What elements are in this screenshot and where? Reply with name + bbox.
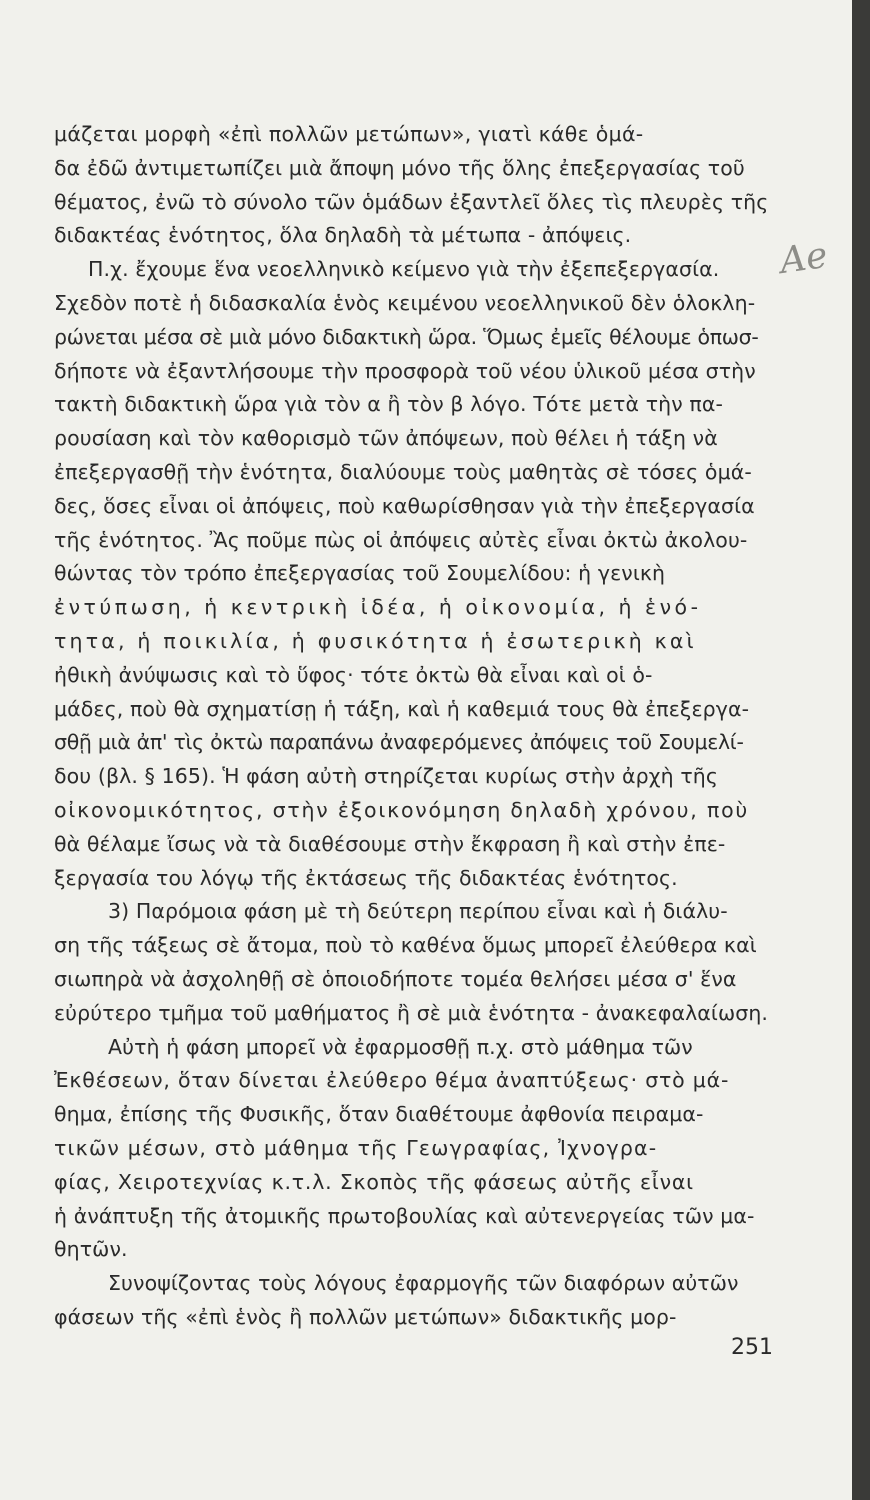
text-line-2: δα ἐδῶ ἀντιμετωπίζει μιὰ ἄποψη μόνο τῆς ὅλης ἐπεξεργασίας τοῦ [54, 155, 745, 180]
text-line-31: τικῶν μέσων, στὸ μάθημα τῆς Γεωγραφίας, Ἰχνογρα- [54, 1135, 658, 1160]
page-number: 251 [731, 1335, 773, 1360]
text-line-19: σθῇ μιὰ ἀπ' τὶς ὀκτὼ παραπάνω ἀναφερόμενες ἀπόψεις τοῦ Σουμελί- [54, 730, 744, 755]
text-line-15: ἐντύπωση, ἡ κεντρικὴ ἰδέα, ἡ οἰκονομία, ἡ ἑνό- [54, 595, 702, 620]
handwritten-margin-note: Ae [777, 234, 830, 283]
text-line-21: οἰκονομικότητος, στὴν ἐξοικονόμηση δηλαδὴ χρόνου, ποὺ [54, 797, 750, 822]
text-line-34: θητῶν. [54, 1237, 128, 1262]
text-line-26: σιωπηρὰ νὰ ἀσχοληθῇ σὲ ὁποιοδήποτε τομέα θελήσει μέσα σ' ἕνα [54, 966, 737, 991]
text-line-11: ἐπεξεργασθῇ τὴν ἑνότητα, διαλύουμε τοὺς μαθητὰς σὲ τόσες ὁμά- [54, 459, 752, 484]
text-line-23: ξεργασία του λόγῳ τῆς ἐκτάσεως τῆς διδακτέας ἑνότητος. [54, 865, 678, 890]
text-line-5: Π.χ. ἔχουμε ἕνα νεοελληνικὸ κείμενο γιὰ τὴν ἐξεπεξεργασία. [88, 257, 720, 282]
text-line-27: εὐρύτερο τμῆμα τοῦ μαθήματος ἢ σὲ μιὰ ἑνότητα - ἀνακεφαλαίωση. [54, 1000, 768, 1025]
text-line-1: μάζεται μορφὴ «ἐπὶ πολλῶν μετώπων», γιατὶ κάθε ὁμά- [54, 122, 644, 146]
text-line-9: τακτὴ διδακτικὴ ὥρα γιὰ τὸν α ἢ τὸν β λόγο. Τότε μετὰ τὴν πα- [54, 392, 723, 417]
text-line-24: 3) Παρόμοια φάση μὲ τὴ δεύτερη περίπου εἶναι καὶ ἡ διάλυ- [108, 899, 728, 924]
text-line-10: ρουσίαση καὶ τὸν καθορισμὸ τῶν ἀπόψεων, ποὺ θέλει ἡ τάξη νὰ [54, 426, 718, 451]
text-line-8: δήποτε νὰ ἐξαντλήσουμε τὴν προσφορὰ τοῦ νέου ὑλικοῦ μέσα στὴν [54, 358, 756, 383]
text-line-18: μάδες, ποὺ θὰ σχηματίσῃ ἡ τάξη, καὶ ἡ καθεμιά τους θὰ ἐπεξεργα- [54, 696, 750, 721]
text-line-22: θὰ θέλαμε ἴσως νὰ τὰ διαθέσουμε στὴν ἔκφραση ἢ καὶ στὴν ἐπε- [54, 831, 726, 856]
text-line-4: διδακτέας ἑνότητος, ὅλα δηλαδὴ τὰ μέτωπα - ἀπόψεις. [54, 223, 632, 248]
text-line-32: φίας, Χειροτεχνίας κ.τ.λ. Σκοπὸς τῆς φάσεως αὐτῆς εἶναι [54, 1169, 694, 1194]
text-line-17: ἠθικὴ ἀνύψωσις καὶ τὸ ὕφος· τότε ὀκτὼ θὰ εἶναι καὶ οἱ ὁ- [54, 662, 653, 687]
text-line-6: Σχεδὸν ποτὲ ἡ διδασκαλία ἑνὸς κειμένου νεοελληνικοῦ δὲν ὁλοκλη- [54, 290, 756, 315]
text-line-7: ρώνεται μέσα σὲ μιὰ μόνο διδακτικὴ ὥρα. Ὅμως ἐμεῖς θέλουμε ὁπωσ- [54, 324, 759, 349]
text-line-12: δες, ὅσες εἶναι οἱ ἀπόψεις, ποὺ καθωρίσθησαν γιὰ τὴν ἐπεξεργασία [54, 493, 755, 518]
text-line-33: ἡ ἀνάπτυξη τῆς ἀτομικῆς πρωτοβουλίας καὶ αὐτενεργείας τῶν μα- [54, 1203, 755, 1228]
text-line-29: Ἐκθέσεων, ὅταν δίνεται ἐλεύθερο θέμα ἀναπτύξεως· στὸ μά- [54, 1068, 730, 1093]
body-text [54, 118, 768, 1335]
text-line-13: τῆς ἑνότητος. Ἂς ποῦμε πὼς οἱ ἀπόψεις αὐτὲς εἶναι ὀκτὼ ἀκολου- [54, 527, 748, 552]
text-line-20: δου (βλ. § 165). Ἡ φάση αὐτὴ στηρίζεται κυρίως στὴν ἀρχὴ τῆς [54, 764, 719, 789]
text-line-25: ση τῆς τάξεως σὲ ἄτομα, ποὺ τὸ καθένα ὅμως μπορεῖ ἐλεύθερα καὶ [54, 933, 757, 958]
text-line-3: θέματος, ἐνῶ τὸ σύνολο τῶν ὁμάδων ἐξαντλεῖ ὅλες τὶς πλευρὲς τῆς [54, 189, 768, 214]
text-line-16: τητα, ἡ ποικιλία, ἡ φυσικότητα ἡ ἐσωτερικὴ καὶ [54, 628, 697, 653]
text-line-36: φάσεων τῆς «ἐπὶ ἑνὸς ἢ πολλῶν μετώπων» διδακτικῆς μορ- [54, 1304, 677, 1329]
text-line-14: θώντας τὸν τρόπο ἐπεξεργασίας τοῦ Σουμελίδου: ἡ γενικὴ [54, 561, 666, 586]
text-line-28: Αὐτὴ ἡ φάση μπορεῖ νὰ ἐφαρμοσθῇ π.χ. στὸ μάθημα τῶν [108, 1034, 693, 1059]
scan-dark-edge [852, 0, 870, 1500]
text-line-30: θημα, ἐπίσης τῆς Φυσικῆς, ὅταν διαθέτουμε ἀφθονία πειραμα- [54, 1102, 704, 1127]
text-line-35: Συνοψίζοντας τοὺς λόγους ἐφαρμογῆς τῶν διαφόρων αὐτῶν [108, 1271, 739, 1296]
